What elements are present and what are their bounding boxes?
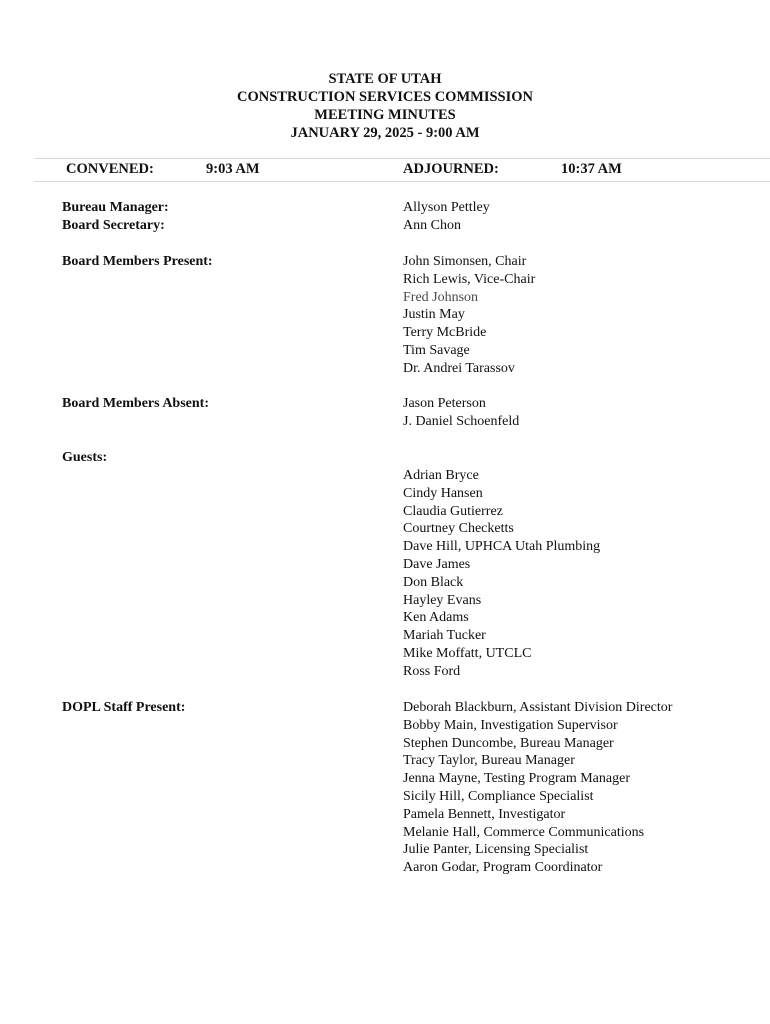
list-item: Dave Hill, UPHCA Utah Plumbing [403, 539, 601, 555]
list-item: Melanie Hall, Commerce Communications [403, 824, 645, 840]
list-item: Jenna Mayne, Testing Program Manager [403, 771, 630, 787]
list-item: Dr. Andrei Tarassov [403, 360, 515, 376]
list-item: John Simonsen, Chair [403, 254, 527, 269]
adjourned-label: ADJOURNED: [403, 161, 499, 177]
members-present-list [403, 253, 535, 378]
list-item: Claudia Gutierrez [403, 503, 503, 519]
convened-label: CONVENED: [66, 161, 154, 177]
members-absent-label: Board Members Absent: [62, 396, 209, 411]
list-item: Bobby Main, Investigation Supervisor [403, 717, 618, 733]
adjourned-time: 10:37 AM [561, 161, 622, 177]
board-secretary-name: Ann Chon [403, 217, 461, 233]
list-item: Terry McBride [403, 325, 487, 341]
list-item: Julie Panter, Licensing Specialist [403, 842, 589, 858]
list-item: J. Daniel Schoenfeld [403, 413, 520, 429]
list-item: Stephen Duncombe, Bureau Manager [403, 735, 614, 751]
members-present-label: Board Members Present: [62, 254, 213, 269]
list-item: Rich Lewis, Vice-Chair [403, 271, 536, 287]
list-item: Fred Johnson [403, 289, 479, 305]
list-item: Tim Savage [403, 342, 470, 358]
bureau-names [403, 199, 490, 235]
header-doc-type: MEETING MINUTES [314, 107, 456, 123]
list-item: Ross Ford [403, 663, 461, 679]
meeting-times-row [34, 158, 770, 182]
header-date: JANUARY 29, 2025 - 9:00 AM [290, 125, 480, 141]
list-item: Pamela Bennett, Investigator [403, 806, 566, 822]
list-item: Adrian Bryce [403, 468, 479, 483]
list-item: Don Black [403, 574, 464, 590]
list-item: Mariah Tucker [403, 628, 486, 644]
header-state: STATE OF UTAH [328, 71, 442, 87]
list-item: Aaron Godar, Program Coordinator [403, 860, 603, 876]
list-item: Mike Moffatt, UTCLC [403, 645, 532, 661]
list-item: Hayley Evans [403, 592, 482, 608]
list-item: Jason Peterson [403, 396, 486, 411]
staff-present-list [403, 699, 672, 877]
header-commission: CONSTRUCTION SERVICES COMMISSION [237, 89, 533, 105]
list-item: Courtney Checketts [403, 521, 514, 537]
document-header [0, 70, 770, 142]
list-item: Deborah Blackburn, Assistant Division Director [403, 700, 673, 715]
convened-time: 9:03 AM [206, 161, 260, 177]
guests-label: Guests: [62, 450, 108, 465]
list-item: Ken Adams [403, 610, 469, 626]
bureau-manager-name: Allyson Pettley [403, 200, 490, 215]
list-item: Tracy Taylor, Bureau Manager [403, 753, 575, 769]
list-item: Cindy Hansen [403, 485, 483, 501]
list-item: Sicily Hill, Compliance Specialist [403, 788, 594, 804]
guests-list [403, 467, 600, 681]
board-secretary-label: Board Secretary: [62, 218, 165, 233]
bureau-manager-label: Bureau Manager: [62, 200, 169, 215]
list-item: Dave James [403, 556, 471, 572]
staff-present-label: DOPL Staff Present: [62, 700, 186, 715]
members-absent-list [403, 395, 519, 431]
list-item: Justin May [403, 307, 465, 323]
